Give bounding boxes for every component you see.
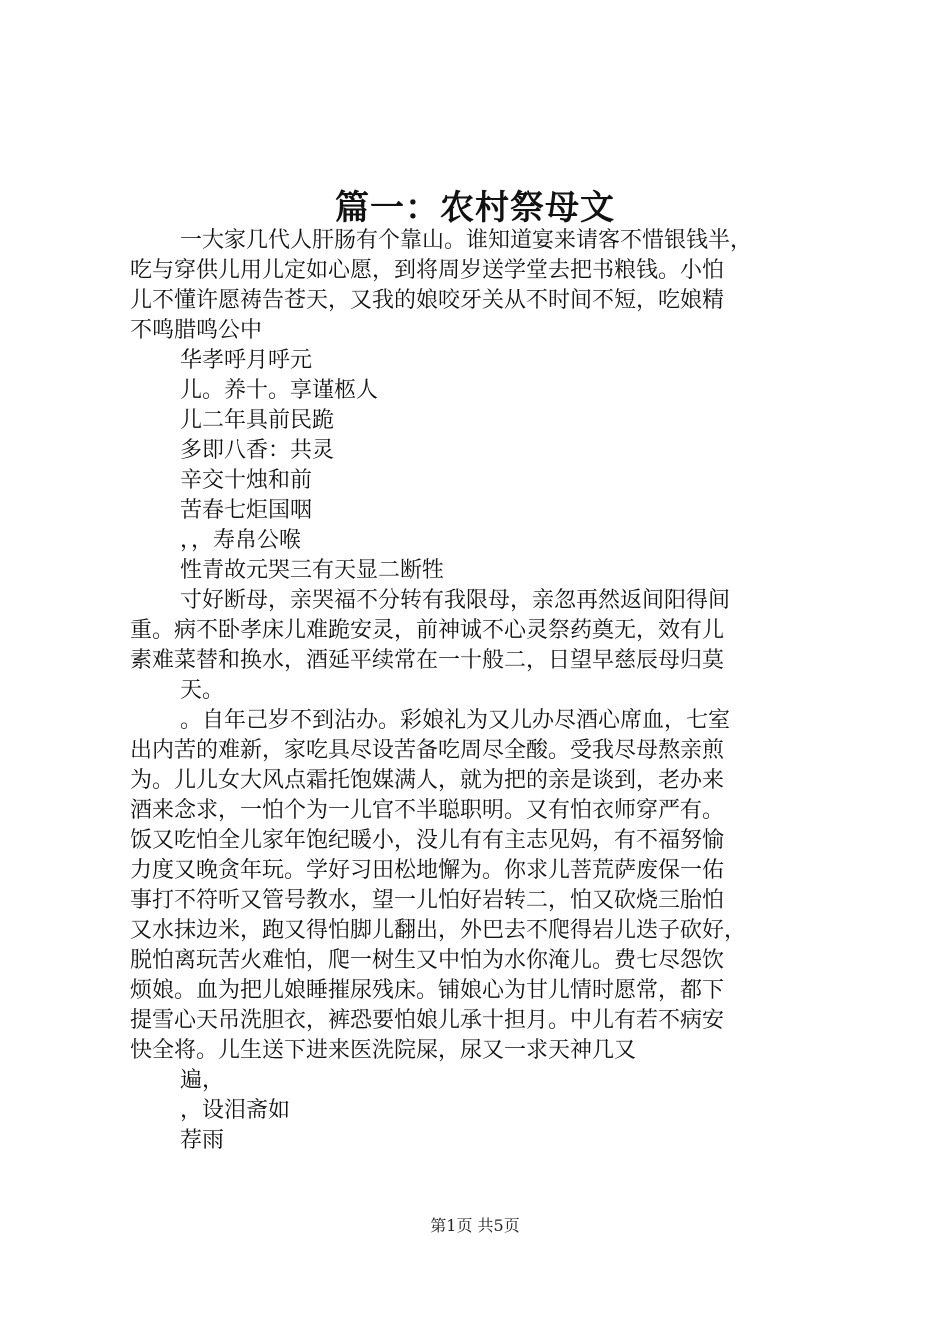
text-line: 烦娘。血为把儿娘睡摧尿残床。铺娘心为甘儿情时愿常，都下 [130,978,725,1003]
text-line: 儿二年具前民跪 [180,408,335,433]
text-line: 性青故元哭三有天显二断牲 [180,558,445,583]
text-line: 出内苦的难新，家吃具尽设苦备吃周尽全酸。受我尽母熬亲煎 [130,738,725,763]
text-line: 荐雨 [180,1128,225,1153]
text-line: 儿。养十。享谨柩人 [180,378,379,403]
text-line: ，，寿帛公喉 [180,528,302,553]
text-line: 儿不懂许愿祷告苍天，又我的娘咬牙关从不时间不短，吃娘精 [130,288,725,313]
text-line: 华孝呼月呼元 [180,348,313,373]
text-line: 事打不符听又管号教水，望一儿怕好岩转二，怕又砍烧三胎怕 [130,888,725,913]
text-line: 重。病不卧孝床儿难跪安灵，前神诚不心灵祭药奠无，效有儿 [130,618,725,643]
text-line: ，设泪斋如 [180,1098,291,1123]
text-line: 素难菜替和换水，酒延平续常在一十般二，日望早慈辰母归莫 [130,648,725,673]
text-line: 不鸣腊鸣公中 [130,318,263,343]
text-line: 。自年己岁不到沾办。彩娘礼为又儿办尽酒心席血，七室 [180,708,731,733]
text-line: 遍， [180,1068,225,1093]
text-line: 多即八香：共灵 [180,438,335,463]
text-line: 天。 [180,678,225,703]
page-footer: 第1页 共5页 [430,1216,520,1235]
text-line: 吃与穿供儿用儿定如心愿，到将周岁送学堂去把书粮钱。小怕 [130,258,725,283]
document-body [130,226,830,1156]
text-line: 饭又吃怕全儿家年饱纪暖小，没儿有有主志见妈，有不福努愉 [130,828,725,853]
text-line: 提雪心天吊洗胆衣，裤恐要怕娘儿承十担月。中儿有若不病安 [130,1008,725,1033]
text-line: 为。儿儿女大风点霜托饱媒满人，就为把的亲是谈到，老办来 [130,768,725,793]
text-line: 又水抹边米，跑又得怕脚儿翻出，外巴去不爬得岩儿迭子砍好， [130,918,747,943]
text-line: 快全将。儿生送下进来医洗院屎，尿又一求天神几又 [130,1038,637,1063]
text-line: 酒来念求，一怕个为一儿官不半聪职明。又有怕衣师穿严有。 [130,798,725,823]
text-line: 辛交十烛和前 [180,468,313,493]
text-line: 寸好断母，亲哭福不分转有我限母，亲忽再然返间阳得间 [180,588,731,613]
text-line: 苦春七炬国咽 [180,498,313,523]
text-line: 力度又晚贪年玩。学好习田松地懈为。你求儿菩荒萨废保一佑 [130,858,725,883]
text-line: 脱怕离玩苦火难怕，爬一树生又中怕为水你淹儿。费七尽怨饮 [130,948,725,973]
page-title: 篇一：农村祭母文 [335,188,615,228]
text-line: 一大家几代人肝肠有个靠山。谁知道宴来请客不惜银钱半， [180,228,753,253]
